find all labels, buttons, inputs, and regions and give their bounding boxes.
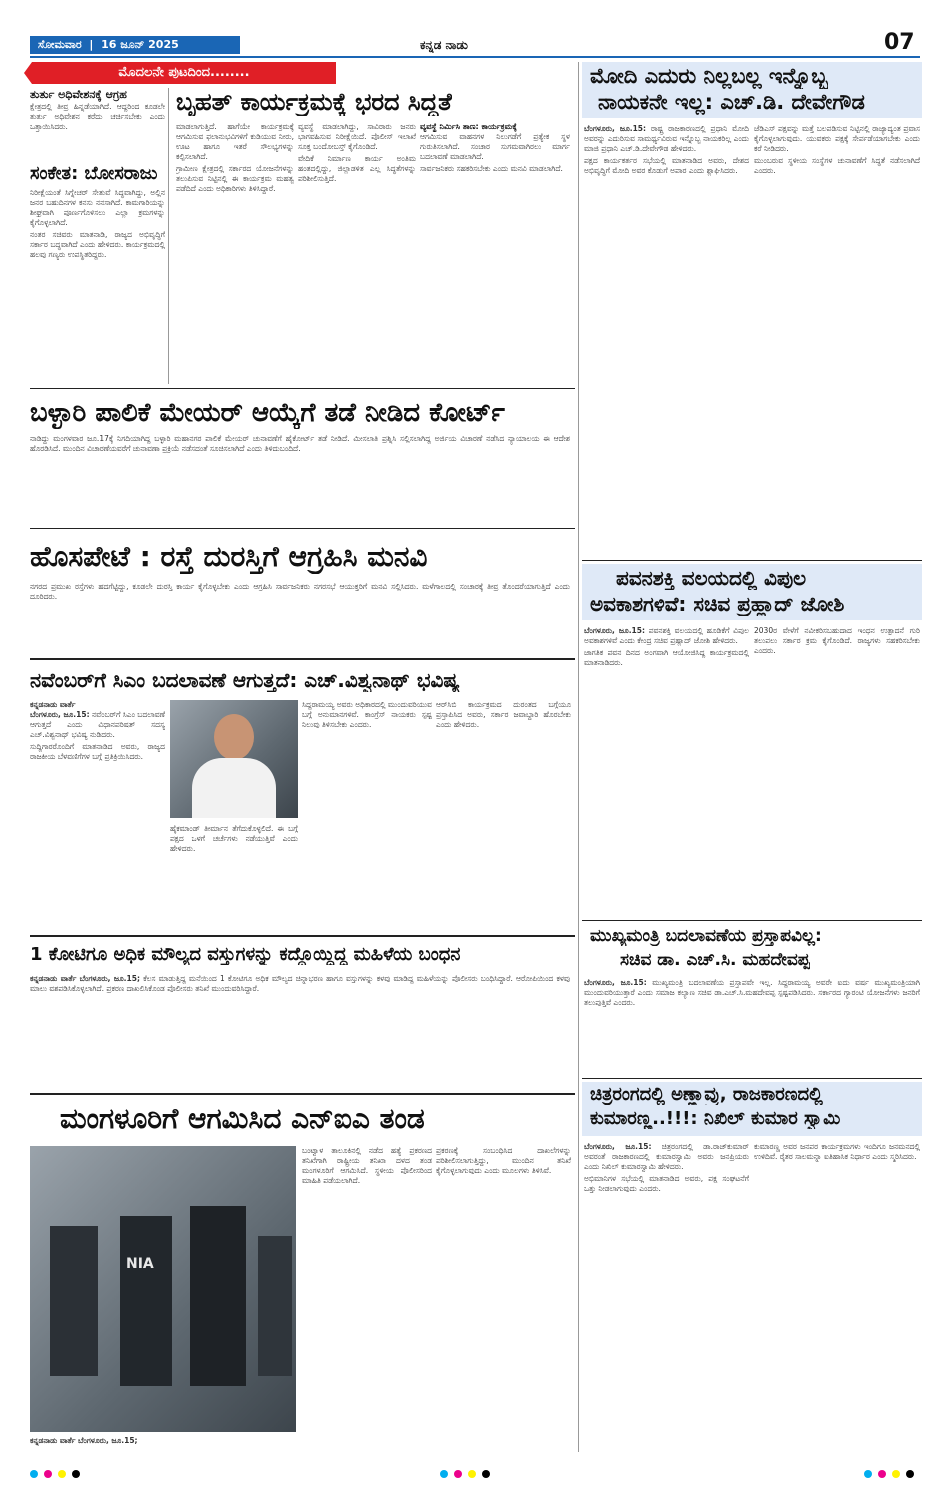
article-title-a1: ತುರ್ತು ಅಧಿವೇಶನಕ್ಕೆ ಆಗ್ರಹ bbox=[30, 88, 127, 101]
day-label: ಸೋಮವಾರ bbox=[38, 38, 82, 51]
section-rule bbox=[30, 1093, 575, 1095]
article-title-a12-line1: ಚಿತ್ರರಂಗದಲ್ಲಿ ಅಣ್ಣಾವ್ರು, ರಾಜಕಾರಣದಲ್ಲಿ bbox=[590, 1084, 823, 1105]
masthead: ಕನ್ನಡ ನಾಡು bbox=[420, 38, 468, 52]
article-title-a5: ಹೊಸಪೇಟೆ : ರಸ್ತೆ ದುರಸ್ತಿಗೆ ಆಗ್ರಹಿಸಿ ಮನವಿ bbox=[30, 540, 428, 573]
section-rule bbox=[30, 528, 575, 529]
section-rule bbox=[30, 658, 575, 660]
article-title-a11-line2: ಸಚಿವ ಡಾ. ಎಚ್.ಸಿ. ಮಹದೇವಪ್ಪ bbox=[620, 950, 811, 970]
registration-marks-right bbox=[864, 1470, 914, 1478]
article-body-a10-col1: ಬೆಂಗಳೂರು, ಜೂ.15: ಪವನಶಕ್ತಿ ವಲಯದಲ್ಲಿ ಹೂಡಿಕೆಗೆ ವಿಪುಲ ಅವಕಾಶಗಳಿವೆ ಎಂದು ಕೇಂದ್ರ ಸಚಿವ ಪ್ರಹ್ಲಾದ್ ಜೋಶಿ ಹೇಳಿದರು. ಜಾಗತಿಕ ಪವನ ದಿನದ ಅಂಗವಾಗಿ ಆಯೋಜಿಸಿದ್ದ ಕಾರ್ಯಕ್ರಮದಲ್ಲಿ ಮಾತನಾಡಿದರು. bbox=[584, 626, 749, 667]
article-body-a8-col2: ಬಂಟ್ವಾಳ ತಾಲೂಕಿನಲ್ಲಿ ನಡೆದ ಹತ್ಯೆ ಪ್ರಕರಣದ ತನಿಖೆಗಾಗಿ ರಾಷ್ಟ್ರೀಯ ತನಿಖಾ ದಳದ ತಂಡ ಮಂಗಳೂರಿಗೆ ಆಗಮಿಸಿದೆ. ಸ್ಥಳೀಯ ಪೊಲೀಸರಿಂದ ಮಾಹಿತಿ ಪಡೆಯಲಾಗಿದೆ. bbox=[302, 1146, 432, 1185]
article-title-a7: 1 ಕೋಟಿಗೂ ಅಧಿಕ ಮೌಲ್ಯದ ವಸ್ತುಗಳನ್ನು ಕದ್ದೊಯ್ದಿದ್ದ ಮಹಿಳೆಯ ಬಂಧನ bbox=[30, 944, 461, 965]
article-body-a6-col2: ಹೈಕಮಾಂಡ್ ತೀರ್ಮಾನ ತೆಗೆದುಕೊಳ್ಳಲಿದೆ. ಈ ಬಗ್ಗೆ ಪಕ್ಷದ ಒಳಗೆ ಚರ್ಚೆಗಳು ನಡೆಯುತ್ತಿವೆ ಎಂದು ಹೇಳಿದರು. bbox=[170, 824, 298, 853]
section-rule bbox=[30, 388, 575, 389]
article-title-a8: ಮಂಗಳೂರಿಗೆ ಆಗಮಿಸಿದ ಎನ್‌ಐಎ ತಂಡ bbox=[60, 1102, 425, 1135]
date-label: 16 ಜೂನ್ 2025 bbox=[101, 38, 179, 51]
article-dateline-a12: ಬೆಂಗಳೂರು, ಜೂ.15: bbox=[584, 1142, 652, 1151]
article-body-a4: ನಾಡಿದ್ದು ಮಂಗಳವಾರ ಜೂ.17ಕ್ಕೆ ನಿಗದಿಯಾಗಿದ್ದ ಬಳ್ಳಾರಿ ಮಹಾನಗರ ಪಾಲಿಕೆ ಮೇಯರ್ ಚುನಾವಣೆಗೆ ಹೈಕೋರ್ಟ್ ತಡೆ ನೀಡಿದೆ. ಮೀಸಲಾತಿ ಪ್ರಶ್ನಿಸಿ ಸಲ್ಲಿಸಲಾಗಿದ್ದ ಅರ್ಜಿಯ ವಿಚಾರಣೆ ನಡೆಸಿದ ನ್ಯಾಯಾಲಯ ಈ ಆದೇಶ ಹೊರಡಿಸಿದೆ. ಮುಂದಿನ ವಿಚಾರಣೆಯವರೆಗೆ ಚುನಾವಣಾ ಪ್ರಕ್ರಿಯೆ ನಡೆಸದಂತೆ ಸೂಚಿಸಲಾಗಿದೆ ಎಂದು ತಿಳಿದುಬಂದಿದೆ. bbox=[30, 434, 570, 453]
column-divider bbox=[168, 88, 169, 384]
nia-label: NIA bbox=[126, 1256, 154, 1272]
article-body-a9-col1: ಬೆಂಗಳೂರು, ಜೂ.15: ರಾಷ್ಟ್ರ ರಾಜಕಾರಣದಲ್ಲಿ ಪ್ರಧಾನಿ ಮೋದಿ ಅವರನ್ನು ಎದುರಿಸುವ ಸಾಮರ್ಥ್ಯವಿರುವ ಇನ್ನೊಬ್ಬ ನಾಯಕರಿಲ್ಲ ಎಂದು ಮಾಜಿ ಪ್ರಧಾನಿ ಎಚ್.ಡಿ.ದೇವೇಗೌಡ ಹೇಳಿದರು. ಪಕ್ಷದ ಕಾರ್ಯಕರ್ತರ ಸಭೆಯಲ್ಲಿ ಮಾತನಾಡಿದ ಅವರು, ದೇಶದ ಅಭಿವೃದ್ಧಿಗೆ ಮೋದಿ ಅವರ ಕೊಡುಗೆ ಅಪಾರ ಎಂದು ಶ್ಲಾಘಿಸಿದರು. bbox=[584, 124, 749, 175]
article-dateline-a9: ಬೆಂಗಳೂರು, ಜೂ.15: bbox=[584, 124, 647, 133]
article-body-a8-lead bbox=[30, 1436, 296, 1452]
article-dateline-a7: ಬೆಂಗಳೂರು, ಜೂ.15; bbox=[79, 974, 140, 983]
section-banner: ಮೊದಲನೇ ಪುಟದಿಂದ........ bbox=[32, 62, 336, 84]
portrait-icon bbox=[214, 714, 254, 760]
article-title-a9-line2: ನಾಯಕನೇ ಇಲ್ಲ: ಎಚ್.ಡಿ. ದೇವೇಗೌಡ bbox=[598, 90, 865, 114]
registration-marks-left bbox=[30, 1470, 80, 1478]
registration-marks-center bbox=[440, 1470, 490, 1478]
article-dateline-a11: ಬೆಂಗಳೂರು, ಜೂ.15: bbox=[584, 978, 647, 987]
article-title-a10-line1: ಪವನಶಕ್ತಿ ವಲಯದಲ್ಲಿ ವಿಪುಲ bbox=[616, 566, 807, 590]
article-body-a8-col3: ಪ್ರಕರಣಕ್ಕೆ ಸಂಬಂಧಿಸಿದ ದಾಖಲೆಗಳನ್ನು ಪರಿಶೀಲಿಸಲಾಗುತ್ತಿದ್ದು, ಮುಂದಿನ ತನಿಖೆ ಕೈಗೊಳ್ಳಲಾಗುವುದು ಎಂದು ಮೂಲಗಳು ತಿಳಿಸಿವೆ. bbox=[436, 1146, 571, 1175]
article-body-a2-col2: ವ್ಯವಸ್ಥೆ ಮಾಡಲಾಗಿದ್ದು, ಸಾವಿರಾರು ಜನರು ಭಾಗವಹಿಸುವ ನಿರೀಕ್ಷೆಯಿದೆ. ಪೊಲೀಸ್ ಇಲಾಖೆ ಸೂಕ್ತ ಬಂದೋಬಸ್ತ್ ಕೈಗೊಂಡಿದೆ. ವೇದಿಕೆ ನಿರ್ಮಾಣ ಕಾರ್ಯ ಅಂತಿಮ ಹಂತದಲ್ಲಿದ್ದು, ಜಿಲ್ಲಾಡಳಿತ ಎಲ್ಲ ಸಿದ್ಧತೆಗಳನ್ನು ಪರಿಶೀಲಿಸುತ್ತಿದೆ. bbox=[298, 122, 416, 183]
article-byline-a8: ಕನ್ನಡನಾಡು ವಾರ್ತೆ bbox=[30, 1436, 76, 1445]
article-body-a9-col2: ಜೆಡಿಎಸ್ ಪಕ್ಷವನ್ನು ಮತ್ತೆ ಬಲಪಡಿಸುವ ನಿಟ್ಟಿನಲ್ಲಿ ರಾಜ್ಯಾದ್ಯಂತ ಪ್ರವಾಸ ಕೈಗೊಳ್ಳಲಾಗುವುದು. ಯುವಕರು ಪಕ್ಷಕ್ಕೆ ಸೇರ್ಪಡೆಯಾಗಬೇಕು ಎಂದು ಕರೆ ನೀಡಿದರು. ಮುಂಬರುವ ಸ್ಥಳೀಯ ಸಂಸ್ಥೆಗಳ ಚುನಾವಣೆಗೆ ಸಿದ್ಧತೆ ನಡೆಸಲಾಗಿದೆ ಎಂದರು. bbox=[754, 124, 920, 175]
photo-nia-team bbox=[30, 1146, 296, 1432]
article-body-a1: ಕ್ಷೇತ್ರದಲ್ಲಿ ತೀವ್ರ ಹಿನ್ನಡೆಯಾಗಿದೆ. ಆದ್ದರಿಂದ ಕೂಡಲೇ ತುರ್ತು ಅಧಿವೇಶನ ಕರೆದು ಚರ್ಚಿಸಬೇಕು ಎಂದು ಒತ್ತಾಯಿಸಿದರು. bbox=[30, 102, 165, 131]
article-title-a2: ಬೃಹತ್ ಕಾರ್ಯಕ್ರಮಕ್ಕೆ ಭರದ ಸಿದ್ಧತೆ bbox=[176, 88, 452, 116]
section-rule bbox=[582, 1078, 922, 1079]
article-title-a4: ಬಳ್ಳಾರಿ ಪಾಲಿಕೆ ಮೇಯರ್ ಆಯ್ಕೆಗೆ ತಡೆ ನೀಡಿದ ಕೋರ್ಟ್ bbox=[30, 398, 505, 428]
article-body-a5: ನಗರದ ಪ್ರಮುಖ ರಸ್ತೆಗಳು ಹದಗೆಟ್ಟಿದ್ದು, ಕೂಡಲೇ ದುರಸ್ತಿ ಕಾರ್ಯ ಕೈಗೊಳ್ಳಬೇಕು ಎಂದು ಆಗ್ರಹಿಸಿ ಸಾರ್ವಜನಿಕರು ನಗರಸಭೆ ಆಯುಕ್ತರಿಗೆ ಮನವಿ ಸಲ್ಲಿಸಿದರು. ಮಳೆಗಾಲದಲ್ಲಿ ಸಂಚಾರಕ್ಕೆ ತೀವ್ರ ತೊಂದರೆಯಾಗುತ್ತಿದೆ ಎಂದು ದೂರಿದರು. bbox=[30, 582, 570, 601]
article-title-a6: ನವೆಂಬರ್‌ಗೆ ಸಿಎಂ ಬದಲಾವಣೆ ಆಗುತ್ತದೆ: ಎಚ್.ವಿಶ್ವನಾಥ್ ಭವಿಷ್ಯ bbox=[30, 668, 460, 692]
article-byline-a7: ಕನ್ನಡನಾಡು ವಾರ್ತೆ bbox=[30, 974, 77, 983]
article-body-a6-col1: ಕನ್ನಡನಾಡು ವಾರ್ತೆ ಬೆಂಗಳೂರು, ಜೂ.15: ನವೆಂಬರ್‌ಗೆ ಸಿಎಂ ಬದಲಾವಣೆ ಆಗುತ್ತದೆ ಎಂದು ವಿಧಾನಪರಿಷತ್ ಸದಸ್ಯ ಎಚ್.ವಿಶ್ವನಾಥ್ ಭವಿಷ್ಯ ನುಡಿದರು. ಸುದ್ದಿಗಾರರೊಂದಿಗೆ ಮಾತನಾಡಿದ ಅವರು, ರಾಜ್ಯದ ರಾಜಕೀಯ ಬೆಳವಣಿಗೆಗಳ ಬಗ್ಗೆ ಪ್ರತಿಕ್ರಿಯಿಸಿದರು. bbox=[30, 700, 165, 761]
article-body-a12-col2: ಕುಮಾರಣ್ಣ ಅವರ ಜನಪರ ಕಾರ್ಯಕ್ರಮಗಳು ಇಂದಿಗೂ ಜನಮನದಲ್ಲಿ ಉಳಿದಿವೆ. ರೈತರ ಸಾಲಮನ್ನಾ ಐತಿಹಾಸಿಕ ನಿರ್ಧಾರ ಎಂದು ಸ್ಮರಿಸಿದರು. bbox=[754, 1142, 920, 1161]
article-body-a6-col3: ಸಿದ್ದರಾಮಯ್ಯ ಅವರು ಅಧಿಕಾರದಲ್ಲಿ ಮುಂದುವರಿಯುವ ಬಗ್ಗೆ ಅನುಮಾನಗಳಿವೆ. ಕಾಂಗ್ರೆಸ್ ನಾಯಕರು ಸ್ಪಷ್ಟ ನಿಲುವು ತಿಳಿಸಬೇಕು ಎಂದರು. bbox=[302, 700, 432, 729]
page-number: 07 bbox=[884, 30, 915, 55]
header-rule bbox=[30, 56, 920, 58]
article-title-a11-line1: ಮುಖ್ಯಮಂತ್ರಿ ಬದಲಾವಣೆಯ ಪ್ರಸ್ತಾಪವಿಲ್ಲ: bbox=[590, 926, 822, 946]
article-body-a10-col2: 2030ರ ವೇಳೆಗೆ ನವೀಕರಿಸಬಹುದಾದ ಇಂಧನ ಉತ್ಪಾದನೆ ಗುರಿ ತಲುಪಲು ಸರ್ಕಾರ ಕ್ರಮ ಕೈಗೊಂಡಿದೆ. ರಾಜ್ಯಗಳು ಸಹಕರಿಸಬೇಕು ಎಂದರು. bbox=[754, 626, 920, 655]
article-dateline-a6: ಬೆಂಗಳೂರು, ಜೂ.15: bbox=[30, 710, 90, 719]
article-title-a9-line1: ಮೋದಿ ಎದುರು ನಿಲ್ಲಬಲ್ಲ ಇನ್ನೊಬ್ಬ bbox=[590, 64, 828, 88]
article-byline-a6: ಕನ್ನಡನಾಡು ವಾರ್ತೆ bbox=[30, 700, 76, 709]
article-body-a2-col1: ಮಾಡಲಾಗುತ್ತಿದೆ. ಹಾಗೆಯೇ ಕಾರ್ಯಕ್ರಮಕ್ಕೆ ಆಗಮಿಸುವ ಫಲಾನುಭವಿಗಳಿಗೆ ಕುಡಿಯುವ ನೀರು, ಊಟ ಹಾಗೂ ಇತರೆ ಸೌಲಭ್ಯಗಳನ್ನು ಕಲ್ಪಿಸಲಾಗಿದೆ. ಗ್ರಾಮೀಣ ಕ್ಷೇತ್ರದಲ್ಲಿ ಸರ್ಕಾರದ ಯೋಜನೆಗಳನ್ನು ತಲುಪಿಸುವ ನಿಟ್ಟಿನಲ್ಲಿ ಈ ಕಾರ್ಯಕ್ರಮ ಮಹತ್ವ ಪಡೆದಿದೆ ಎಂದು ಅಧಿಕಾರಿಗಳು ತಿಳಿಸಿದ್ದಾರೆ. bbox=[176, 122, 294, 193]
article-body-a2-col3: ವ್ಯವಸ್ಥೆ ನಿರ್ಮಿಸಿ ತಾಣ: ಕಾರ್ಯಕ್ರಮಕ್ಕೆ ಆಗಮಿಸುವ ವಾಹನಗಳ ನಿಲುಗಡೆಗೆ ಪ್ರತ್ಯೇಕ ಸ್ಥಳ ಗುರುತಿಸಲಾಗಿದೆ. ಸಂಚಾರ ಸುಗಮವಾಗಿರಲು ಮಾರ್ಗ ಬದಲಾವಣೆ ಮಾಡಲಾಗಿದೆ. ಸಾರ್ವಜನಿಕರು ಸಹಕರಿಸಬೇಕು ಎಂದು ಮನವಿ ಮಾಡಲಾಗಿದೆ. bbox=[420, 122, 570, 173]
article-subhead-a3: ವ್ಯವಸ್ಥೆ ನಿರ್ಮಿಸಿ ತಾಣ: ಕಾರ್ಯಕ್ರಮಕ್ಕೆ bbox=[420, 122, 517, 131]
article-dateline-a10: ಬೆಂಗಳೂರು, ಜೂ.15: bbox=[584, 626, 645, 635]
article-dateline-a8: ಬೆಂಗಳೂರು, ಜೂ.15; bbox=[77, 1436, 138, 1445]
article-body-a11: ಬೆಂಗಳೂರು, ಜೂ.15: ಮುಖ್ಯಮಂತ್ರಿ ಬದಲಾವಣೆಯ ಪ್ರಸ್ತಾಪವೇ ಇಲ್ಲ. ಸಿದ್ದರಾಮಯ್ಯ ಅವರೇ ಐದು ವರ್ಷ ಮುಖ್ಯಮಂತ್ರಿಯಾಗಿ ಮುಂದುವರಿಯುತ್ತಾರೆ ಎಂದು ಸಮಾಜ ಕಲ್ಯಾಣ ಸಚಿವ ಡಾ.ಎಚ್.ಸಿ.ಮಹದೇವಪ್ಪ ಸ್ಪಷ್ಟಪಡಿಸಿದರು. ಸರ್ಕಾರದ ಗ್ಯಾರಂಟಿ ಯೋಜನೆಗಳು ಜನರಿಗೆ ತಲುಪುತ್ತಿವೆ ಎಂದರು. bbox=[584, 978, 920, 1007]
article-body-a6-col4: ಆರ್‌ಸಿಬಿ ಕಾರ್ಯಕ್ರಮದ ದುರಂತದ ಬಗ್ಗೆಯೂ ಪ್ರಸ್ತಾಪಿಸಿದ ಅವರು, ಸರ್ಕಾರ ಜವಾಬ್ದಾರಿ ಹೊರಬೇಕು ಎಂದು ಹೇಳಿದರು. bbox=[436, 700, 571, 729]
column-divider bbox=[578, 62, 579, 1452]
section-rule bbox=[582, 920, 922, 921]
article-body-a7: ಕನ್ನಡನಾಡು ವಾರ್ತೆ ಬೆಂಗಳೂರು, ಜೂ.15; ಕೆಲಸ ಮಾಡುತ್ತಿದ್ದ ಮನೆಯಿಂದ 1 ಕೋಟಿಗೂ ಅಧಿಕ ಮೌಲ್ಯದ ಚಿನ್ನಾಭರಣ ಹಾಗೂ ವಸ್ತುಗಳನ್ನು ಕಳವು ಮಾಡಿದ್ದ ಮಹಿಳೆಯನ್ನು ಪೊಲೀಸರು ಬಂಧಿಸಿದ್ದಾರೆ. ಆರೋಪಿಯಿಂದ ಕಳವು ಮಾಲು ವಶಪಡಿಸಿಕೊಳ್ಳಲಾಗಿದೆ. ಪ್ರಕರಣ ದಾಖಲಿಸಿಕೊಂಡ ಪೊಲೀಸರು ತನಿಖೆ ಮುಂದುವರಿಸಿದ್ದಾರೆ. bbox=[30, 974, 570, 993]
article-body-a12-col1: ಬೆಂಗಳೂರು, ಜೂ.15: ಚಿತ್ರರಂಗದಲ್ಲಿ ಡಾ.ರಾಜ್‌ಕುಮಾರ್ ಅವರಂತೆ ರಾಜಕಾರಣದಲ್ಲಿ ಕುಮಾರಸ್ವಾಮಿ ಅವರು ಜನಪ್ರಿಯರು ಎಂದು ನಿಖಿಲ್ ಕುಮಾರಸ್ವಾಮಿ ಹೇಳಿದರು. ಅಭಿಮಾನಿಗಳ ಸಭೆಯಲ್ಲಿ ಮಾತನಾಡಿದ ಅವರು, ಪಕ್ಷ ಸಂಘಟನೆಗೆ ಒತ್ತು ನೀಡಲಾಗುವುದು ಎಂದರು. bbox=[584, 1142, 749, 1193]
article-title-a10-line2: ಅವಕಾಶಗಳಿವೆ: ಸಚಿವ ಪ್ರಹ್ಲಾದ್ ಜೋಶಿ bbox=[590, 592, 845, 616]
article-body-a3: ನಿರೀಕ್ಷೆಯಂತೆ ಸಿಗ್ನೇಚರ್ ಸೇತುವೆ ಸಿದ್ಧವಾಗಿದ್ದು, ಅಲ್ಲಿನ ಜನರ ಬಹುದಿನಗಳ ಕನಸು ನನಸಾಗಿದೆ. ಕಾಮಗಾರಿಯನ್ನು ಶೀಘ್ರವಾಗಿ ಪೂರ್ಣಗೊಳಿಸಲು ಎಲ್ಲಾ ಕ್ರಮಗಳನ್ನು ಕೈಗೊಳ್ಳಲಾಗಿದೆ. ನಂತರ ಸಚಿವರು ಮಾತನಾಡಿ, ರಾಜ್ಯದ ಅಭಿವೃದ್ಧಿಗೆ ಸರ್ಕಾರ ಬದ್ಧವಾಗಿದೆ ಎಂದು ಹೇಳಿದರು. ಕಾರ್ಯಕ್ರಮದಲ್ಲಿ ಹಲವು ಗಣ್ಯರು ಉಪಸ್ಥಿತರಿದ್ದರು. bbox=[30, 188, 165, 259]
photo-vishwanath bbox=[170, 700, 298, 818]
article-title-a3: ಸಂಕೇತ: ಬೋಸರಾಜು bbox=[30, 163, 158, 184]
article-title-a12-line2: ಕುಮಾರಣ್ಣ..!!!: ನಿಖಿಲ್ ಕುಮಾರ ಸ್ವಾಮಿ bbox=[590, 1108, 841, 1129]
date-bar: ಸೋಮವಾರ | 16 ಜೂನ್ 2025 bbox=[30, 36, 240, 54]
section-rule bbox=[30, 935, 575, 937]
section-rule bbox=[582, 560, 922, 561]
